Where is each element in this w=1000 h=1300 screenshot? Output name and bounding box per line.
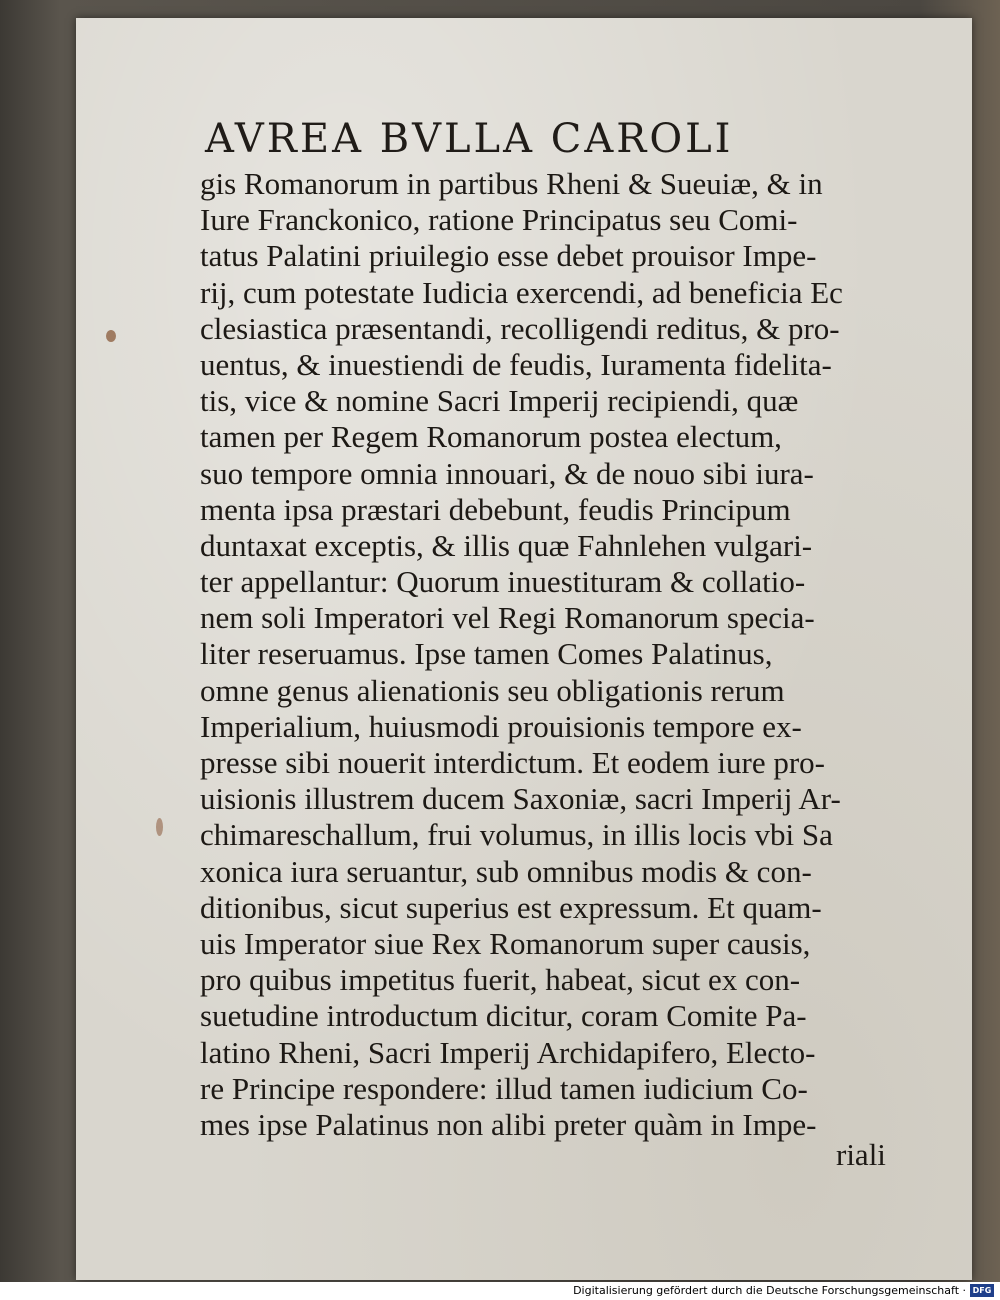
text-line: uisionis illustrem ducem Saxoniæ, sacri Imperij Ar- — [200, 781, 841, 817]
text-line: duntaxat exceptis, & illis quæ Fahnlehen vulgari- — [200, 527, 813, 563]
catchword: riali — [836, 1137, 886, 1172]
text-line: xonica iura seruantur, sub omnibus modis & con- — [200, 853, 812, 889]
text-line: presse sibi nouerit interdictum. Et eodem iure pro- — [200, 745, 825, 780]
footer-credit: Digitalisierung gefördert durch die Deutsche Forschungsgemeinschaft · — [573, 1284, 966, 1297]
text-line: re Principe respondere: illud tamen iudicium Co- — [200, 1070, 808, 1106]
text-line: tatus Palatini priuilegio esse debet prouisor Impe- — [200, 238, 817, 274]
text-line: Iure Franckonico, ratione Principatus seu Comi- — [200, 202, 798, 238]
text-line: rij, cum potestate Iudicia exercendi, ad beneficia Ec — [200, 274, 843, 310]
text-line: ter appellantur: Quorum inuestituram & collatio- — [200, 564, 806, 600]
ink-spot — [106, 330, 116, 342]
text-line: chimareschallum, frui volumus, in illis locis vbi Sa — [200, 817, 833, 853]
ink-spot — [156, 818, 163, 836]
text-line: suo tempore omnia innouari, & de nouo sibi iura- — [200, 455, 814, 491]
text-line: uentus, & inuestiendi de feudis, Iuramenta fidelita- — [200, 346, 832, 382]
text-line: tamen per Regem Romanorum postea electum, — [200, 419, 782, 455]
body-text — [200, 166, 900, 1143]
dfg-logo: DFG — [970, 1284, 994, 1297]
text-line: liter reseruamus. Ipse tamen Comes Palatinus, — [200, 636, 773, 672]
text-line: suetudine introductum dicitur, coram Comite Pa- — [200, 998, 807, 1034]
text-line: Imperialium, huiusmodi prouisionis tempore ex- — [200, 708, 802, 744]
text-line: mes ipse Palatinus non alibi preter quàm in Impe- — [200, 1106, 817, 1142]
text-line: latino Rheni, Sacri Imperij Archidapifero, Electo- — [200, 1034, 816, 1070]
text-line: tis, vice & nomine Sacri Imperij recipiendi, quæ — [200, 383, 799, 419]
text-line: uis Imperator siue Rex Romanorum super causis, — [200, 925, 811, 961]
text-line: menta ipsa præstari debebunt, feudis Principum — [200, 491, 791, 527]
text-line: ditionibus, sicut superius est expressum. Et quam- — [200, 889, 822, 925]
page-heading: AVREA BVLLA CAROLI — [205, 116, 734, 162]
text-line: nem soli Imperatori vel Regi Romanorum specia- — [200, 600, 815, 636]
footer-bar — [0, 1282, 1000, 1300]
text-line: clesiastica præsentandi, recolligendi reditus, & pro- — [200, 310, 840, 346]
text-line: omne genus alienationis seu obligationis rerum — [200, 672, 785, 708]
text-line: gis Romanorum in partibus Rheni & Sueuiæ, & in — [200, 166, 823, 201]
text-line: pro quibus impetitus fuerit, habeat, sicut ex con- — [200, 962, 801, 998]
